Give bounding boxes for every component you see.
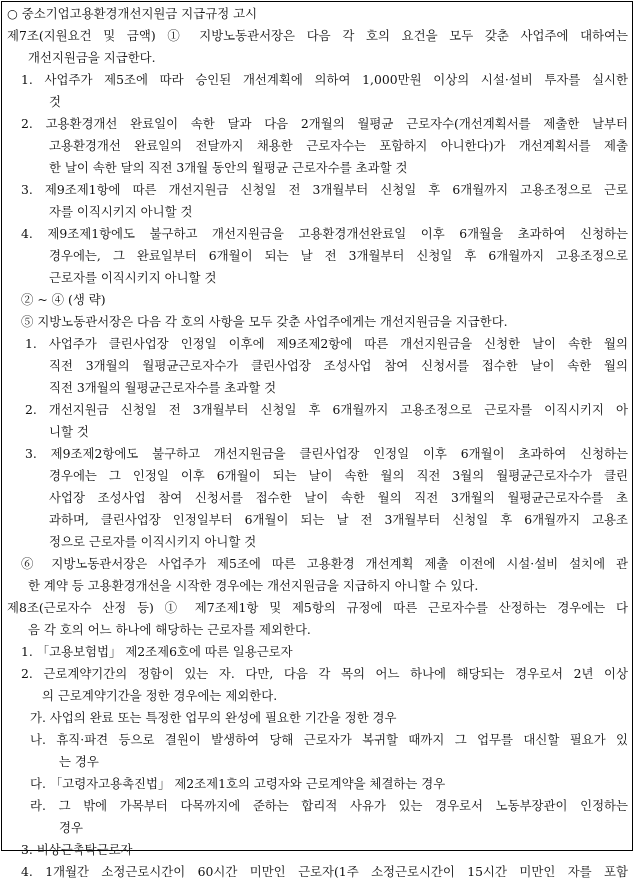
item-line: 3. 제9조제2항에도 불구하고 개선지원금을 클린사업장 인정일 이후 6개월이 초과하여 신청하는 <box>25 446 628 461</box>
paragraph-6: ⑥ 지방노동관서장은 사업주가 제5조에 따른 고용환경 개선계획 제출 이전에 시설·설비 설치에 관 <box>21 556 628 571</box>
omitted-paragraphs: ② ~ ④ (생 략) <box>21 292 106 307</box>
text-line: 음 각 호의 어느 하나에 해당하는 근로자를 제외한다. <box>28 622 311 637</box>
text-line: 자를 이직시키지 아니할 것 <box>49 204 193 219</box>
article-8-heading: 제8조(근로자수 산정 등) ① 제7조제1항 및 제5항의 규정에 따른 근로자수를 산정하는 경우에는 다 <box>7 600 628 615</box>
item-line: 4. 1개월간 소정근로시간이 60시간 미만인 근로자(1주 소정근로시간이 15시간 미만인 자를 포함 <box>21 864 628 879</box>
text-line: 의 근로계약기간을 정한 경우에는 제외한다. <box>42 688 278 703</box>
regulation-document <box>1 1 633 879</box>
text-line: 고용환경개선 완료일의 전달까지 채용한 근로자수는 포함하지 아니한다)가 개선계획서를 제출 <box>49 138 628 153</box>
item-line: 3. 비상근촉탁근로자 <box>21 842 133 857</box>
subitem-line: 다. 「고령자고용촉진법」 제2조제1호의 고령자와 근로계약을 체결하는 경우 <box>30 776 446 791</box>
text-line: 사업장 조성사업 참여 신청서를 접수한 날이 속한 월의 직전 3개월의 월평균근로자수를 초 <box>49 490 628 505</box>
subitem-line: 가. 사업의 완료 또는 특정한 업무의 완성에 필요한 기간을 정한 경우 <box>30 710 397 725</box>
paragraph-5: ⑤ 지방노동관서장은 다음 각 호의 사항을 모두 갖춘 사업주에게는 개선지원금을 지급한다. <box>21 314 508 329</box>
item-line: 2. 개선지원금 신청일 전 3개월부터 신청일 후 6개월까지 고용조정으로 근로자를 이직시키지 아 <box>25 402 628 417</box>
item-line: 4. 제9조제1항에도 불구하고 개선지원금을 고용환경개선완료일 이후 6개월을 초과하여 신청하는 <box>21 226 628 241</box>
item-line: 1. 「고용보험법」 제2조제6호에 따른 일용근로자 <box>21 644 293 659</box>
item-line: 3. 제9조제1항에 따른 개선지원금 신청일 전 3개월부터 신청일 후 6개월까지 고용조정으로 근로 <box>21 182 628 197</box>
text-line: 직전 3개월의 월평균근로자수를 초과할 것 <box>49 380 277 395</box>
subitem-line: 라. 그 밖에 가목부터 다목까지에 준하는 합리적 사유가 있는 경우로서 노동부장관이 인정하는 <box>30 798 628 813</box>
text-line: 직전 3개월의 월평균근로자수가 클린사업장 조성사업 참여 신청서를 접수한 날이 속한 월의 <box>49 358 628 373</box>
subitem-line: 나. 휴직·파견 등으로 결원이 발생하여 당해 근로자가 복귀할 때까지 그 업무를 대신할 필요가 있 <box>30 732 628 747</box>
item-line: 2. 고용환경개선 완료일이 속한 달과 다음 2개월의 월평균 근로자수(개선계획서를 제출한 날부터 <box>21 116 628 131</box>
text-line: 한 날이 속한 달의 직전 3개월 동안의 월평균 근로자수를 초과할 것 <box>49 160 408 175</box>
item-line: 2. 근로계약기간의 정함이 있는 자. 다만, 다음 각 목의 어느 하나에 해당되는 경우로서 2년 이상 <box>21 666 628 681</box>
text-line: 경우 <box>59 820 83 835</box>
text-line: 한 계약 등 고용환경개선을 시작한 경우에는 개선지원금을 지급하지 아니할 수 있다. <box>28 578 479 593</box>
text-line: 는 경우 <box>59 754 99 769</box>
document-title: ○ 중소기업고용환경개선지원금 지급규정 고시 <box>7 6 258 21</box>
article-7-heading: 제7조(지원요건 및 금액) ① 지방노동관서장은 다음 각 호의 요건을 모두 갖춘 사업주에 대하여는 <box>7 28 628 43</box>
item-line: 1. 사업주가 클린사업장 인정일 이후에 제9조제2항에 따른 개선지원금을 신청한 날이 속한 월의 <box>25 336 628 351</box>
text-line: 과하며, 클린사업장 인정일부터 6개월이 되는 날 전 3개월부터 신청일 후 6개월까지 고용조 <box>49 512 628 527</box>
text-line: 정으로 근로자를 이직시키지 아니할 것 <box>49 534 257 549</box>
text-line: 것 <box>49 94 61 109</box>
text-line: 경우에는 그 인정일 이후 6개월이 되는 날이 속한 월의 직전 3월의 월평균근로자수가 클린 <box>49 468 628 483</box>
text-line: 경우에는, 그 완료일부터 6개월이 되는 날 전 3개월부터 신청일 후 6개월까지 고용조정으로 <box>49 248 628 263</box>
text-line: 개선지원금을 지급한다. <box>28 50 156 65</box>
text-line: 근로자를 이직시키지 아니할 것 <box>49 270 217 285</box>
text-line: 니할 것 <box>49 424 89 439</box>
item-line: 1. 사업주가 제5조에 따라 승인된 개선계획에 의하여 1,000만원 이상의 시설·설비 투자를 실시한 <box>21 72 628 87</box>
